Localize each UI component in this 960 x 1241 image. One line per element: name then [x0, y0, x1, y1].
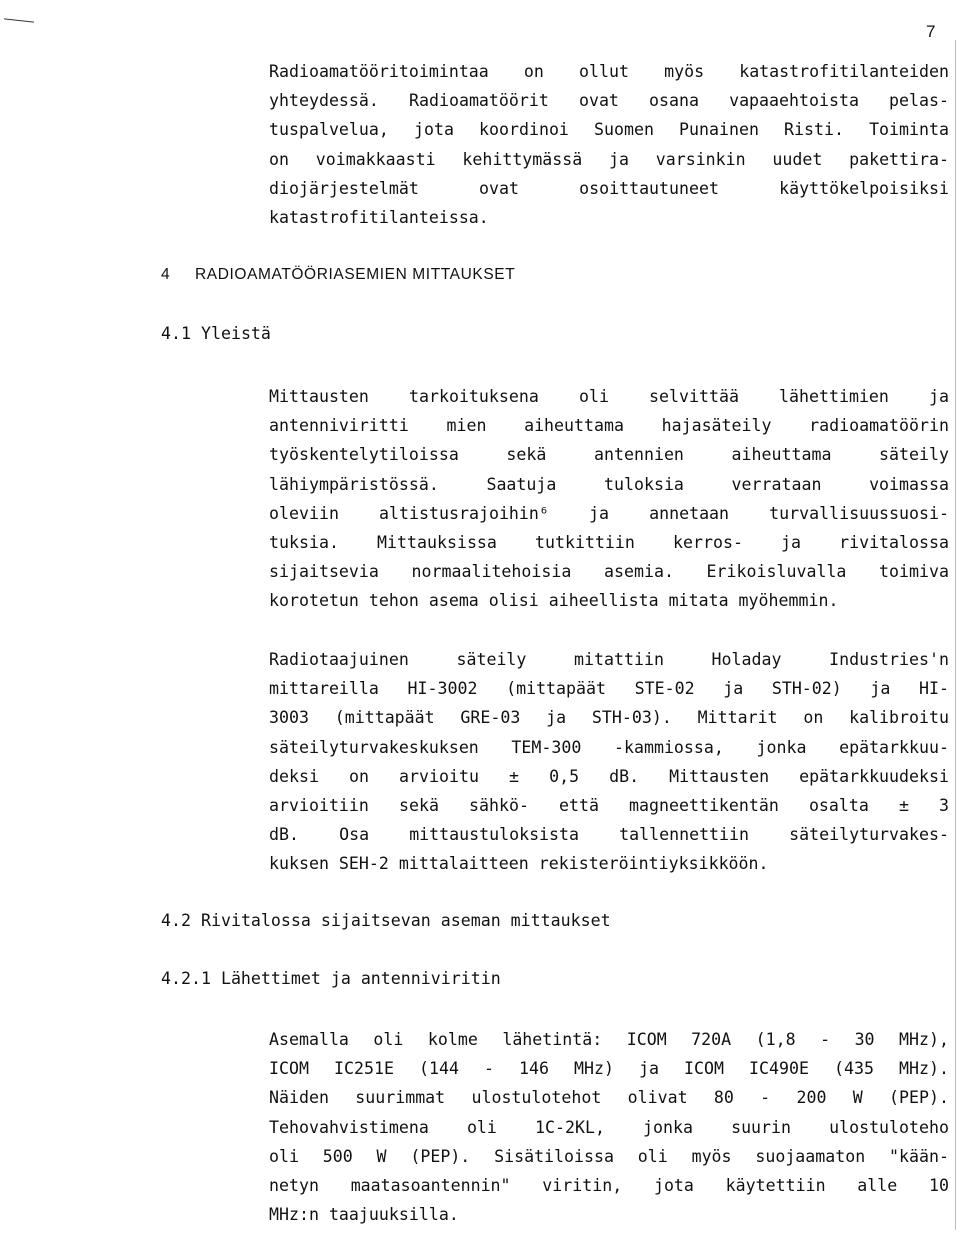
paragraph-line: Mittausten tarkoituksena oli selvittää lähettimien ja [269, 387, 949, 406]
paragraph-line: Näiden suurimmat ulostulotehot olivat 80 - 200 W (PEP). [269, 1088, 949, 1108]
paragraph-line: oli 500 W (PEP). Sisätiloissa oli myös suojaamaton "kään- [269, 1146, 949, 1166]
section-title: Lähettimet ja antenniviritin [220, 969, 501, 988]
section-number: 4.1 [161, 324, 191, 343]
paragraph-line: työskentelytiloissa sekä antennien aiheuttama säteily [269, 445, 949, 465]
paragraph-line: säteilyturvakeskuksen TEM-300 -kammiossa, jonka epätarkkuu- [269, 737, 949, 757]
paragraph-line: katastrofitilanteissa. [269, 208, 489, 228]
section-heading-4-1 [161, 324, 271, 343]
paragraph-line: korotetun tehon asema olisi aiheellista mitata myöhemmin. [269, 591, 839, 611]
paragraph-line: tuspalvelua, jota koordinoi Suomen Punainen Risti. Toiminta [269, 120, 949, 140]
paragraph-line: ICOM IC251E (144 - 146 MHz) ja ICOM IC490E (435 MHz). [269, 1059, 949, 1079]
paragraph-line: netyn maatasoantennin" viritin, jota käytettiin alle 10 [269, 1176, 949, 1196]
paragraph-line: Radiotaajuinen säteily mitattiin Holaday Industries'n [269, 650, 949, 669]
paragraph-line: diojärjestelmät ovat osoittautuneet käyttökelpoisiksi [269, 178, 949, 198]
paragraph-line: antenniviritti mien aiheuttama hajasäteily radioamatöörin [269, 416, 949, 436]
paragraph-line: kuksen SEH-2 mittalaitteen rekisteröintiyksikköön. [269, 854, 769, 874]
section-number: 4 [161, 266, 171, 283]
section-heading-4-2-1 [161, 969, 501, 988]
section-heading-4 [161, 266, 515, 284]
page-edge-line [955, 40, 956, 1230]
paragraph-line: Tehovahvistimena oli 1C-2KL, jonka suurin ulostuloteho [269, 1117, 949, 1137]
scan-mark [4, 18, 34, 22]
paragraph-line: 3003 (mittapäät GRE-03 ja STH-03). Mittarit on kalibroitu [269, 708, 949, 728]
paragraph-measurement [269, 645, 949, 879]
paragraph-line: oleviin altistusrajoihin⁶ ja annetaan turvallisuussuosi- [269, 503, 949, 523]
paragraph-line: MHz:n taajuuksilla. [269, 1205, 459, 1225]
paragraph-line: Asemalla oli kolme lähetintä: ICOM 720A (1,8 - 30 MHz), [269, 1030, 949, 1049]
section-number: 4.2.1 [161, 969, 211, 988]
paragraph-line: mittareilla HI-3002 (mittapäät STE-02 ja STH-02) ja HI- [269, 679, 949, 699]
paragraph-line: sijaitsevia normaalitehoisia asemia. Erikoisluvalla toimiva [269, 562, 949, 582]
section-title: Yleistä [200, 324, 271, 343]
paragraph-intro [269, 57, 949, 232]
section-number: 4.2 [161, 911, 191, 930]
paragraph-transmitters [269, 1025, 949, 1229]
paragraph-line: tuksia. Mittauksissa tutkittiin kerros- ja rivitalossa [269, 533, 949, 553]
paragraph-line: yhteydessä. Radioamatöörit ovat osana vapaaehtoista pelas- [269, 91, 949, 111]
section-title: Rivitalossa sijaitsevan aseman mittaukset [200, 911, 611, 930]
paragraph-line: dB. Osa mittaustuloksista tallennettiin säteilyturvakes- [269, 825, 949, 845]
section-heading-4-2 [161, 911, 611, 930]
paragraph-line: deksi on arvioitu ± 0,5 dB. Mittausten epätarkkuudeksi [269, 766, 949, 786]
paragraph-line: lähiympäristössä. Saatuja tuloksia verrataan voimassa [269, 474, 949, 494]
section-title: RADIOAMATÖÖRIASEMIEN MITTAUKSET [195, 266, 516, 283]
page-number: 7 [926, 22, 936, 41]
paragraph-purpose [269, 382, 949, 616]
paragraph-line: on voimakkaasti kehittymässä ja varsinkin uudet pakettira- [269, 149, 949, 169]
paragraph-line: arvioitiin sekä sähkö- että magneettikentän osalta ± 3 [269, 796, 949, 816]
paragraph-line: Radioamatööritoimintaa on ollut myös katastrofitilanteiden [269, 62, 949, 81]
